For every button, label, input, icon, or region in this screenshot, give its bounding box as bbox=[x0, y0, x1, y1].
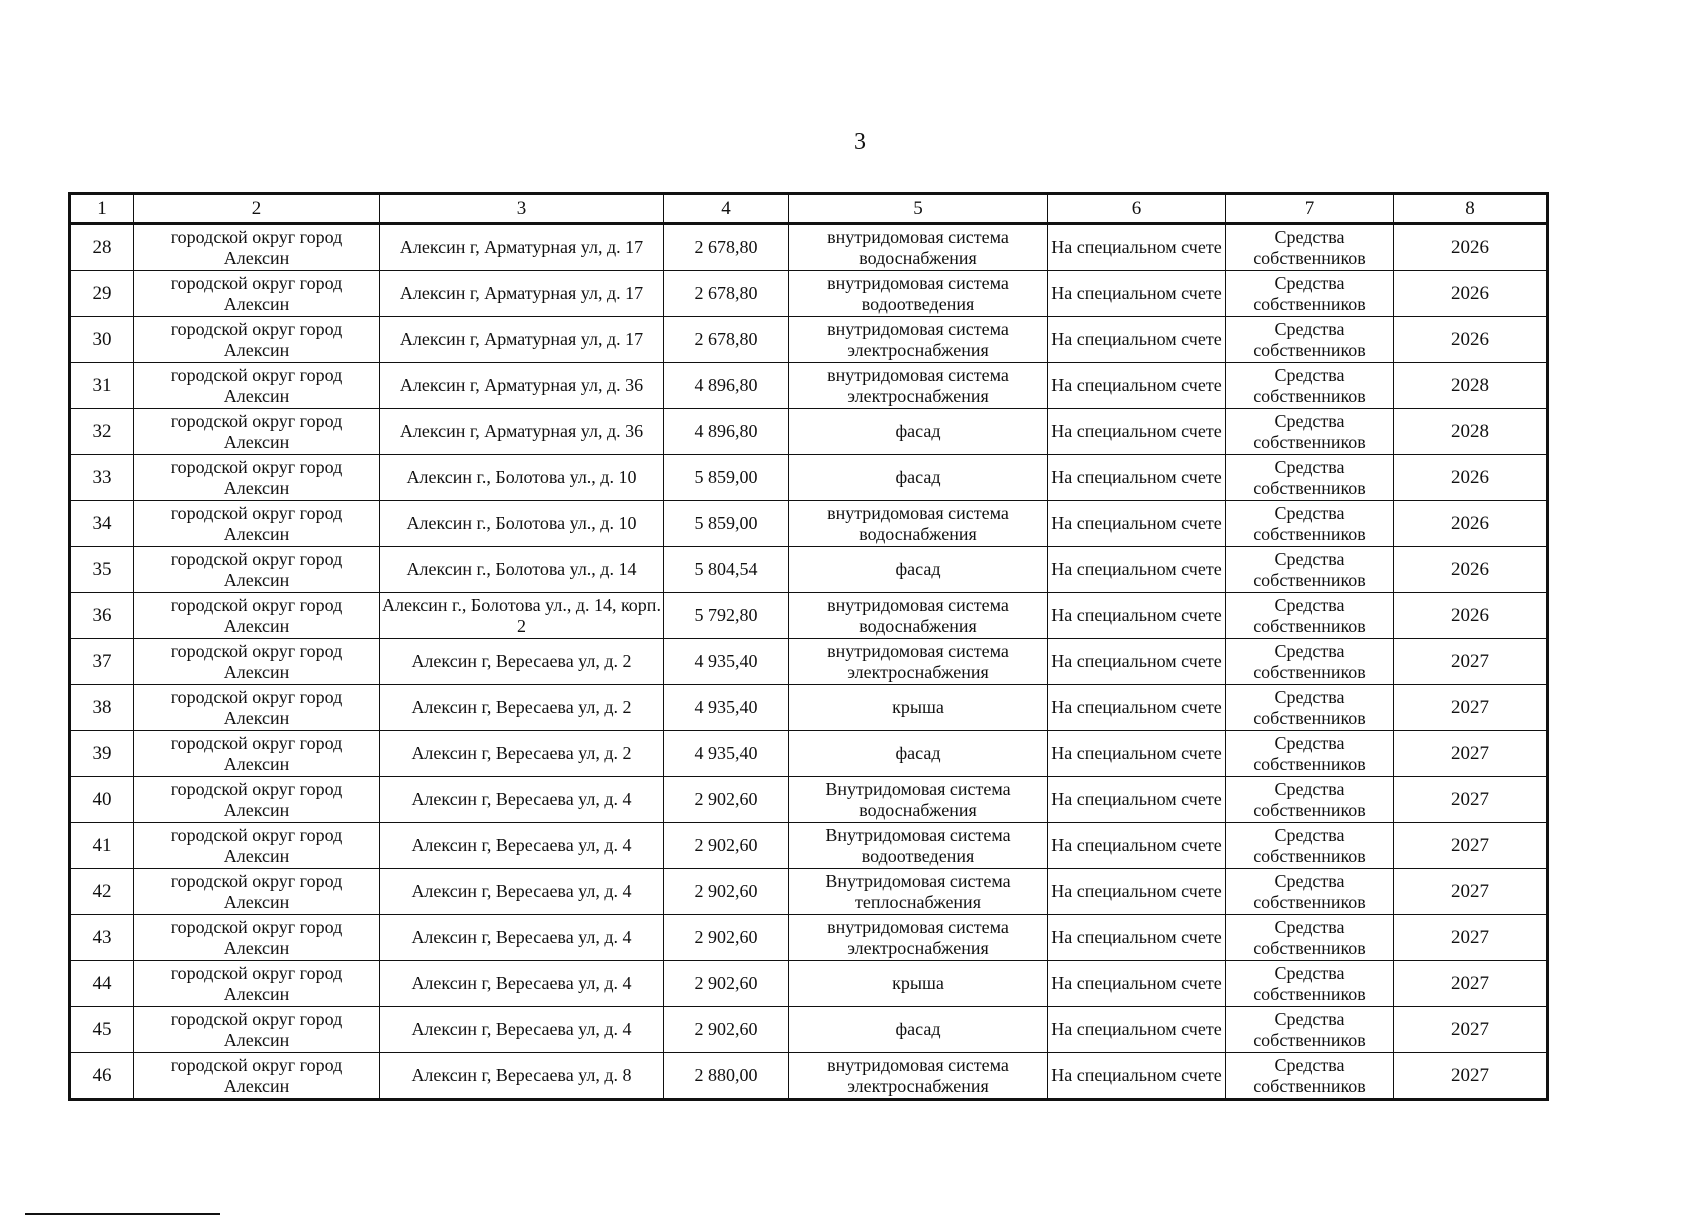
column-number-2: 2 bbox=[134, 194, 380, 224]
account-cell: На специальном счете bbox=[1048, 317, 1226, 363]
page-number: 3 bbox=[854, 129, 866, 155]
table-row bbox=[70, 731, 1548, 777]
column-number-7: 7 bbox=[1226, 194, 1394, 224]
area-cell: 4 896,80 bbox=[664, 409, 789, 455]
table-row bbox=[70, 409, 1548, 455]
repair-type-cell: крыша bbox=[789, 961, 1048, 1007]
year-cell: 2027 bbox=[1394, 1007, 1548, 1053]
municipality-cell: городской округ город Алексин bbox=[134, 869, 380, 915]
area-cell: 4 935,40 bbox=[664, 639, 789, 685]
municipality-cell: городской округ город Алексин bbox=[134, 409, 380, 455]
address-cell: Алексин г, Арматурная ул, д. 36 bbox=[380, 363, 664, 409]
municipality-cell: городской округ город Алексин bbox=[134, 639, 380, 685]
row-number-cell: 32 bbox=[70, 409, 134, 455]
table-row bbox=[70, 869, 1548, 915]
funding-source-cell: Средства собственников bbox=[1226, 317, 1394, 363]
account-cell: На специальном счете bbox=[1048, 271, 1226, 317]
address-cell: Алексин г., Болотова ул., д. 10 bbox=[380, 501, 664, 547]
account-cell: На специальном счете bbox=[1048, 409, 1226, 455]
table-row bbox=[70, 639, 1548, 685]
year-cell: 2028 bbox=[1394, 363, 1548, 409]
year-cell: 2026 bbox=[1394, 547, 1548, 593]
year-cell: 2026 bbox=[1394, 455, 1548, 501]
row-number-cell: 40 bbox=[70, 777, 134, 823]
address-cell: Алексин г, Вересаева ул, д. 2 bbox=[380, 685, 664, 731]
area-cell: 4 935,40 bbox=[664, 731, 789, 777]
year-cell: 2026 bbox=[1394, 317, 1548, 363]
table-row bbox=[70, 363, 1548, 409]
funding-source-cell: Средства собственников bbox=[1226, 224, 1394, 271]
column-number-3: 3 bbox=[380, 194, 664, 224]
row-number-cell: 38 bbox=[70, 685, 134, 731]
area-cell: 4 935,40 bbox=[664, 685, 789, 731]
column-number-4: 4 bbox=[664, 194, 789, 224]
area-cell: 5 792,80 bbox=[664, 593, 789, 639]
area-cell: 2 902,60 bbox=[664, 961, 789, 1007]
municipality-cell: городской округ город Алексин bbox=[134, 363, 380, 409]
repair-type-cell: внутридомовая система водоотведения bbox=[789, 271, 1048, 317]
year-cell: 2026 bbox=[1394, 224, 1548, 271]
address-cell: Алексин г., Болотова ул., д. 14, корп. 2 bbox=[380, 593, 664, 639]
account-cell: На специальном счете bbox=[1048, 501, 1226, 547]
address-cell: Алексин г, Вересаева ул, д. 8 bbox=[380, 1053, 664, 1100]
year-cell: 2027 bbox=[1394, 823, 1548, 869]
area-cell: 2 902,60 bbox=[664, 869, 789, 915]
row-number-cell: 42 bbox=[70, 869, 134, 915]
area-cell: 5 859,00 bbox=[664, 455, 789, 501]
year-cell: 2027 bbox=[1394, 777, 1548, 823]
municipality-cell: городской округ город Алексин bbox=[134, 501, 380, 547]
table-row bbox=[70, 685, 1548, 731]
row-number-cell: 31 bbox=[70, 363, 134, 409]
account-cell: На специальном счете bbox=[1048, 823, 1226, 869]
funding-source-cell: Средства собственников bbox=[1226, 455, 1394, 501]
row-number-cell: 30 bbox=[70, 317, 134, 363]
repair-type-cell: фасад bbox=[789, 1007, 1048, 1053]
repair-type-cell: фасад bbox=[789, 409, 1048, 455]
row-number-cell: 37 bbox=[70, 639, 134, 685]
row-number-cell: 41 bbox=[70, 823, 134, 869]
row-number-cell: 39 bbox=[70, 731, 134, 777]
municipality-cell: городской округ город Алексин bbox=[134, 685, 380, 731]
address-cell: Алексин г, Арматурная ул, д. 36 bbox=[380, 409, 664, 455]
address-cell: Алексин г, Арматурная ул, д. 17 bbox=[380, 224, 664, 271]
address-cell: Алексин г, Арматурная ул, д. 17 bbox=[380, 317, 664, 363]
repair-type-cell: внутридомовая система электроснабжения bbox=[789, 317, 1048, 363]
row-number-cell: 45 bbox=[70, 1007, 134, 1053]
address-cell: Алексин г, Вересаева ул, д. 2 bbox=[380, 639, 664, 685]
year-cell: 2027 bbox=[1394, 869, 1548, 915]
address-cell: Алексин г., Болотова ул., д. 10 bbox=[380, 455, 664, 501]
repair-type-cell: фасад bbox=[789, 547, 1048, 593]
address-cell: Алексин г, Вересаева ул, д. 4 bbox=[380, 1007, 664, 1053]
table-row bbox=[70, 317, 1548, 363]
address-cell: Алексин г, Вересаева ул, д. 4 bbox=[380, 869, 664, 915]
address-cell: Алексин г, Арматурная ул, д. 17 bbox=[380, 271, 664, 317]
table-row bbox=[70, 593, 1548, 639]
funding-source-cell: Средства собственников bbox=[1226, 409, 1394, 455]
funding-source-cell: Средства собственников bbox=[1226, 1007, 1394, 1053]
year-cell: 2028 bbox=[1394, 409, 1548, 455]
account-cell: На специальном счете bbox=[1048, 1007, 1226, 1053]
municipality-cell: городской округ город Алексин bbox=[134, 593, 380, 639]
repair-type-cell: фасад bbox=[789, 455, 1048, 501]
table-row bbox=[70, 961, 1548, 1007]
row-number-cell: 28 bbox=[70, 224, 134, 271]
account-cell: На специальном счете bbox=[1048, 639, 1226, 685]
year-cell: 2026 bbox=[1394, 501, 1548, 547]
account-cell: На специальном счете bbox=[1048, 363, 1226, 409]
repair-type-cell: Внутридомовая система водоотведения bbox=[789, 823, 1048, 869]
capital-repair-table bbox=[68, 192, 1549, 1101]
area-cell: 2 678,80 bbox=[664, 271, 789, 317]
funding-source-cell: Средства собственников bbox=[1226, 777, 1394, 823]
funding-source-cell: Средства собственников bbox=[1226, 915, 1394, 961]
area-cell: 5 804,54 bbox=[664, 547, 789, 593]
address-cell: Алексин г, Вересаева ул, д. 4 bbox=[380, 777, 664, 823]
funding-source-cell: Средства собственников bbox=[1226, 501, 1394, 547]
funding-source-cell: Средства собственников bbox=[1226, 823, 1394, 869]
table-row bbox=[70, 271, 1548, 317]
table-row bbox=[70, 1007, 1548, 1053]
year-cell: 2027 bbox=[1394, 731, 1548, 777]
municipality-cell: городской округ город Алексин bbox=[134, 455, 380, 501]
table-row bbox=[70, 547, 1548, 593]
row-number-cell: 33 bbox=[70, 455, 134, 501]
area-cell: 2 902,60 bbox=[664, 915, 789, 961]
municipality-cell: городской округ город Алексин bbox=[134, 777, 380, 823]
table-row bbox=[70, 455, 1548, 501]
account-cell: На специальном счете bbox=[1048, 869, 1226, 915]
municipality-cell: городской округ город Алексин bbox=[134, 224, 380, 271]
column-number-5: 5 bbox=[789, 194, 1048, 224]
municipality-cell: городской округ город Алексин bbox=[134, 823, 380, 869]
repair-type-cell: крыша bbox=[789, 685, 1048, 731]
repair-type-cell: Внутридомовая система теплоснабжения bbox=[789, 869, 1048, 915]
year-cell: 2027 bbox=[1394, 1053, 1548, 1100]
repair-type-cell: внутридомовая система водоснабжения bbox=[789, 501, 1048, 547]
municipality-cell: городской округ город Алексин bbox=[134, 1007, 380, 1053]
repair-type-cell: внутридомовая система электроснабжения bbox=[789, 915, 1048, 961]
column-number-1: 1 bbox=[70, 194, 134, 224]
year-cell: 2026 bbox=[1394, 271, 1548, 317]
row-number-cell: 43 bbox=[70, 915, 134, 961]
address-cell: Алексин г, Вересаева ул, д. 4 bbox=[380, 961, 664, 1007]
column-number-8: 8 bbox=[1394, 194, 1548, 224]
funding-source-cell: Средства собственников bbox=[1226, 1053, 1394, 1100]
funding-source-cell: Средства собственников bbox=[1226, 593, 1394, 639]
funding-source-cell: Средства собственников bbox=[1226, 639, 1394, 685]
account-cell: На специальном счете bbox=[1048, 455, 1226, 501]
funding-source-cell: Средства собственников bbox=[1226, 869, 1394, 915]
repair-type-cell: внутридомовая система водоснабжения bbox=[789, 224, 1048, 271]
funding-source-cell: Средства собственников bbox=[1226, 363, 1394, 409]
repair-type-cell: Внутридомовая система водоснабжения bbox=[789, 777, 1048, 823]
repair-type-cell: фасад bbox=[789, 731, 1048, 777]
area-cell: 2 902,60 bbox=[664, 823, 789, 869]
address-cell: Алексин г., Болотова ул., д. 14 bbox=[380, 547, 664, 593]
year-cell: 2027 bbox=[1394, 639, 1548, 685]
column-number-row bbox=[70, 194, 1548, 224]
funding-source-cell: Средства собственников bbox=[1226, 731, 1394, 777]
year-cell: 2026 bbox=[1394, 593, 1548, 639]
area-cell: 4 896,80 bbox=[664, 363, 789, 409]
row-number-cell: 36 bbox=[70, 593, 134, 639]
municipality-cell: городской округ город Алексин bbox=[134, 317, 380, 363]
row-number-cell: 29 bbox=[70, 271, 134, 317]
area-cell: 2 880,00 bbox=[664, 1053, 789, 1100]
account-cell: На специальном счете bbox=[1048, 593, 1226, 639]
row-number-cell: 35 bbox=[70, 547, 134, 593]
area-cell: 2 678,80 bbox=[664, 317, 789, 363]
table-body bbox=[70, 224, 1548, 1100]
table-row bbox=[70, 777, 1548, 823]
area-cell: 2 678,80 bbox=[664, 224, 789, 271]
row-number-cell: 46 bbox=[70, 1053, 134, 1100]
repair-type-cell: внутридомовая система водоснабжения bbox=[789, 593, 1048, 639]
account-cell: На специальном счете bbox=[1048, 1053, 1226, 1100]
account-cell: На специальном счете bbox=[1048, 777, 1226, 823]
address-cell: Алексин г, Вересаева ул, д. 4 bbox=[380, 915, 664, 961]
column-number-6: 6 bbox=[1048, 194, 1226, 224]
table-row bbox=[70, 501, 1548, 547]
municipality-cell: городской округ город Алексин bbox=[134, 731, 380, 777]
year-cell: 2027 bbox=[1394, 961, 1548, 1007]
area-cell: 5 859,00 bbox=[664, 501, 789, 547]
repair-type-cell: внутридомовая система электроснабжения bbox=[789, 1053, 1048, 1100]
address-cell: Алексин г, Вересаева ул, д. 4 bbox=[380, 823, 664, 869]
municipality-cell: городской округ город Алексин bbox=[134, 915, 380, 961]
account-cell: На специальном счете bbox=[1048, 547, 1226, 593]
address-cell: Алексин г, Вересаева ул, д. 2 bbox=[380, 731, 664, 777]
year-cell: 2027 bbox=[1394, 915, 1548, 961]
municipality-cell: городской округ город Алексин bbox=[134, 1053, 380, 1100]
area-cell: 2 902,60 bbox=[664, 777, 789, 823]
table-row bbox=[70, 1053, 1548, 1100]
account-cell: На специальном счете bbox=[1048, 961, 1226, 1007]
municipality-cell: городской округ город Алексин bbox=[134, 961, 380, 1007]
account-cell: На специальном счете bbox=[1048, 685, 1226, 731]
funding-source-cell: Средства собственников bbox=[1226, 547, 1394, 593]
row-number-cell: 34 bbox=[70, 501, 134, 547]
account-cell: На специальном счете bbox=[1048, 224, 1226, 271]
funding-source-cell: Средства собственников bbox=[1226, 271, 1394, 317]
repair-type-cell: внутридомовая система электроснабжения bbox=[789, 363, 1048, 409]
account-cell: На специальном счете bbox=[1048, 731, 1226, 777]
table-row bbox=[70, 224, 1548, 271]
year-cell: 2027 bbox=[1394, 685, 1548, 731]
municipality-cell: городской округ город Алексин bbox=[134, 547, 380, 593]
area-cell: 2 902,60 bbox=[664, 1007, 789, 1053]
funding-source-cell: Средства собственников bbox=[1226, 685, 1394, 731]
row-number-cell: 44 bbox=[70, 961, 134, 1007]
funding-source-cell: Средства собственников bbox=[1226, 961, 1394, 1007]
table-row bbox=[70, 915, 1548, 961]
municipality-cell: городской округ город Алексин bbox=[134, 271, 380, 317]
table-row bbox=[70, 823, 1548, 869]
repair-type-cell: внутридомовая система электроснабжения bbox=[789, 639, 1048, 685]
account-cell: На специальном счете bbox=[1048, 915, 1226, 961]
